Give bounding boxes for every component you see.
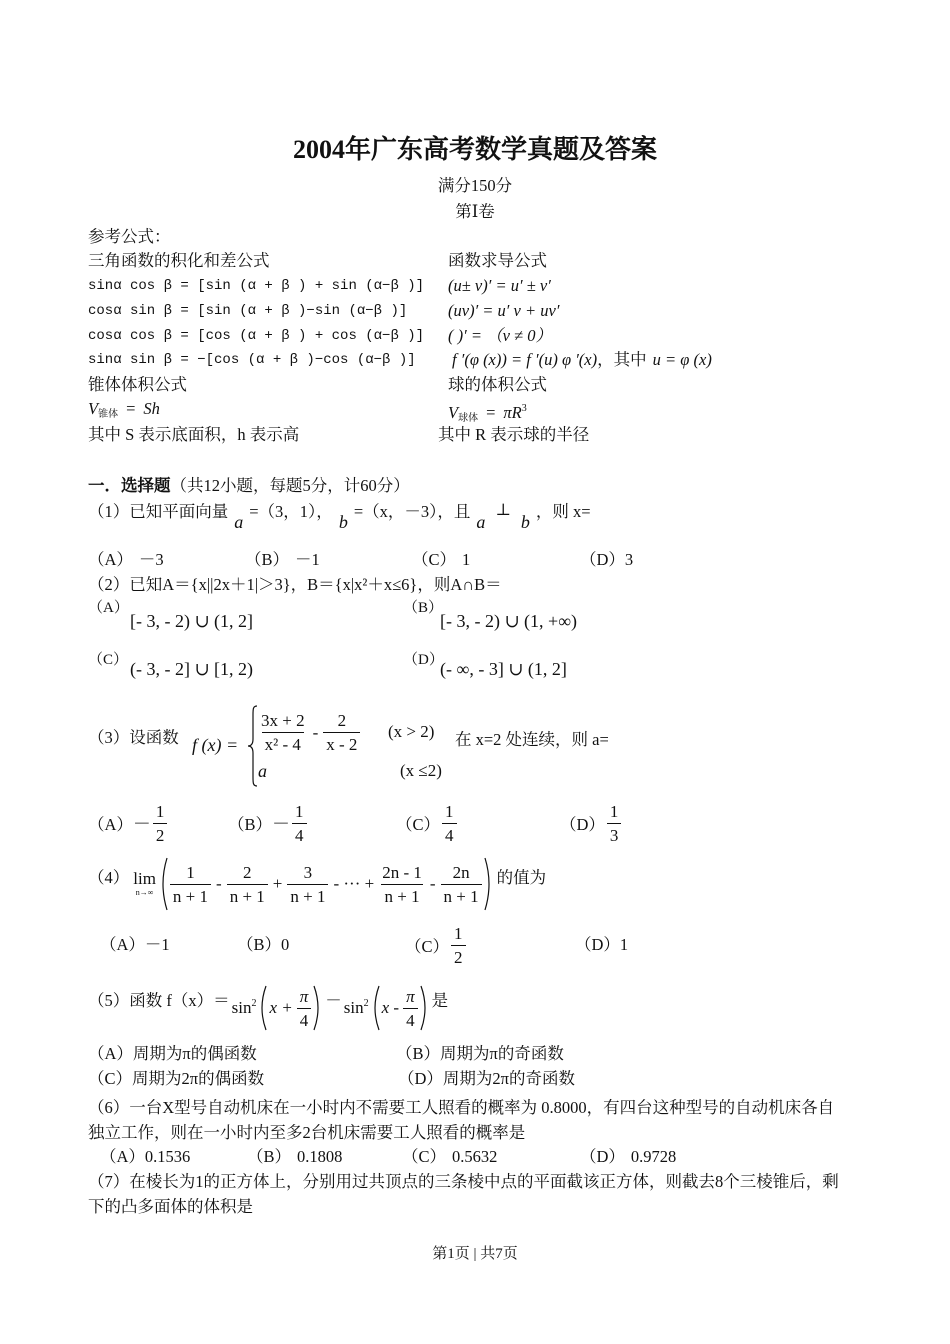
denominator: 3 [607,823,622,847]
q3-condition-1: (x > 2) [388,722,435,741]
trig-formula-2: cosα sin β = [sin (α + β )−sin (α−β )] [88,303,408,319]
q3-condition-2: (x ≤2) [400,761,442,780]
deriv-formula-2: (uv)′ = u′ v + uv′ [448,301,560,320]
trig-heading: 三角函数的积化和差公式 [88,251,270,270]
numerator: 1 [454,923,463,943]
fraction [442,800,457,847]
numerator: 1 [609,801,619,821]
numerator: 1 [445,801,454,821]
square-exponent: 2 [251,998,257,1009]
numerator: π [406,986,415,1006]
option-value: 0.5632 [452,1147,498,1166]
denominator: x - 2 [323,732,360,756]
cone-expression: Sh [143,399,160,418]
q1-text: ，则 x= [535,502,591,521]
q5-option-a: （A）周期为π的偶函数 [88,1044,257,1063]
option-value: －1 [144,935,170,954]
denominator: n + 1 [381,884,422,908]
q2-option-a-label: （A） [88,600,129,616]
chain-rule: f ′(φ (x)) = f ′(u) φ ′(x) [452,350,598,369]
fraction [607,800,622,847]
q5-option-b: （B）周期为π的奇函数 [396,1044,564,1063]
cone-note: 其中 S 表示底面积，h 表示高 [88,425,300,444]
denominator: 4 [297,1008,312,1032]
q3-option-b [228,800,309,846]
minus-sign: － [132,814,151,834]
deriv-formula-1: (u± v)′ = u′ ± v′ [448,276,551,295]
right-paren [420,985,429,1031]
denominator: n + 1 [170,884,211,908]
option-label: （D） [580,1147,625,1166]
option-label: （C） [402,1147,447,1166]
numerator: 2 [242,862,252,882]
fraction [287,861,328,908]
trig-formula-3: cosα cos β = [cos (α + β ) + cos (α−β )] [88,328,425,344]
cone-formula [88,399,160,425]
fraction [170,861,211,908]
q1-option-a [88,550,164,570]
option-label: （C） [412,550,457,569]
operator: - [216,874,222,893]
volume-symbol: V [448,403,459,422]
q5-option-d: （D）周期为2π的奇函数 [398,1069,575,1088]
sphere-expression: πR [503,403,522,422]
fraction [258,709,308,756]
volume-symbol: V [88,399,99,418]
cone-heading: 锥体体积公式 [88,375,187,394]
q3-suffix: 在 x=2 处连续，则 a= [455,730,609,749]
option-value: －3 [138,550,164,569]
q2-stem: （2）已知A＝{x||2x＋1|＞3}，B＝{x|x²＋x≤6}，则A∩B＝ [88,575,502,594]
q3-option-c [396,800,459,846]
denominator: 2 [153,823,168,847]
numerator: 2 [337,711,347,730]
perpendicular-symbol: ⊥ [495,500,511,519]
option-label: （B） [245,550,290,569]
q1-text: （1）已知平面向量 [88,502,229,521]
option-label: （A） [88,550,133,569]
q4-option-d [575,935,628,955]
left-paren [258,985,267,1031]
fraction [441,861,482,908]
operator: - [312,722,319,742]
option-value: －1 [295,550,320,569]
fraction [379,861,425,908]
q2-option-d-label: （D） [403,652,444,668]
option-label: （C） [405,937,450,956]
fraction [297,985,312,1032]
argument-variable: x - [381,998,400,1017]
q2-option-c-label: （C） [88,652,129,668]
lim-subscript: n→∞ [135,888,154,897]
right-paren [313,985,322,1031]
option-label: （A） [88,815,133,834]
q6-option-c [402,1147,497,1167]
reference-label: 参考公式： [88,227,171,246]
fraction [403,985,418,1032]
option-label: （D） [575,935,620,954]
denominator: n + 1 [441,884,482,908]
denominator: x² - 4 [262,732,304,756]
option-label: （B） [228,815,273,834]
sin-function: sin [343,998,364,1017]
q4-option-a [100,935,170,955]
numerator: π [299,986,309,1006]
sin-squared [232,998,257,1018]
section-title: 一．选择题 [88,476,171,495]
operator: - ··· + [333,874,375,893]
q6-option-d [580,1147,676,1167]
sphere-note: 其中 R 表示球的半径 [438,425,590,444]
left-paren [371,985,380,1031]
sphere-heading: 球的体积公式 [448,375,547,394]
q3-case-2-value: a [258,761,267,781]
page-title: 2004年广东高考数学真题及答案 [292,135,657,164]
option-label: （D） [580,550,625,569]
sin-squared [344,998,369,1018]
deriv-formula-4 [452,350,712,370]
section-heading [88,476,410,496]
volume-subscript: 锥体 [98,409,119,420]
option-value: 0.1536 [144,1147,191,1166]
q6-stem-line-2: 独立工作，则在一小时内至多2台机床需要工人照看的概率是 [88,1123,526,1142]
option-value: 1 [462,550,471,569]
option-value: 0 [281,935,290,954]
q3-option-d [560,800,623,846]
q7-stem-line-2: 下的凸多面体的体积是 [88,1197,253,1216]
numerator: 1 [186,862,195,882]
lim-operator: lim [133,869,156,888]
q5-option-c: （C）周期为2π的偶函数 [88,1069,265,1088]
vector-a: a [476,512,486,532]
option-label: （D） [560,815,605,834]
q2-option-c-value: (- 3, - 2] ∪ [1, 2) [130,659,254,679]
option-value: 0.1808 [297,1147,343,1166]
q2-option-d-value: (- ∞, - 3] ∪ (1, 2] [440,659,567,679]
numerator: 1 [155,801,165,821]
volume-label: 第Ⅰ卷 [455,202,495,221]
q7-stem-line-1: （7）在棱长为1的正方体上，分别用过共顶点的三条棱中点的平面截该正方体，则截去8个三棱锥后，剩 [88,1172,839,1191]
denominator: 2 [451,945,466,969]
fraction [227,861,268,908]
volume-subscript: 球体 [458,413,479,424]
q1-text: =（3，1）， [249,502,333,521]
equals-sign: = [486,403,496,422]
argument-variable: x + [269,998,293,1017]
deriv-formula-3: ( )′ = （v ≠ 0） [448,326,552,345]
q1-stem [88,500,591,532]
square-exponent: 2 [363,998,369,1009]
chain-note: ，其中 [597,350,647,369]
fraction [292,800,307,847]
right-paren [484,857,493,911]
q1-option-d [580,550,633,570]
chain-substitution: u = φ (x) [652,350,712,369]
operator: - [429,874,436,893]
fraction [153,800,168,847]
equals-sign: = [126,399,136,418]
minus-sign: － [272,814,291,834]
option-label: （C） [396,815,441,834]
trig-formula-4: sinα sin β = −[cos (α + β )−cos (α−β )] [88,352,416,368]
q1-option-c [412,550,470,570]
denominator: 4 [442,823,457,847]
denominator: 4 [292,823,307,847]
numerator: 2n [452,862,470,882]
q1-text: =（x，－3），且 [353,502,471,521]
numerator: 3 [303,862,313,882]
q5-stem [88,982,448,1034]
option-value: 1 [619,935,629,954]
q4-suffix: 的值为 [496,868,547,887]
q3-case-1 [256,709,362,756]
q4-option-c [405,922,468,968]
numerator: 3x + 2 [261,711,305,730]
numerator: 2n - 1 [382,862,422,882]
q2-option-b-value: [- 3, - 2) ∪ (1, +∞) [440,611,578,631]
q4-stem [88,854,546,914]
vector-b: b [338,512,348,532]
fraction [451,922,466,969]
vector-b: b [520,512,530,532]
q4-option-b [237,935,289,955]
option-label: （B） [247,1147,292,1166]
option-label: （B） [237,935,282,954]
q5-label: （5）函数 f（x）＝ [88,991,230,1010]
q6-stem-line-1: （6）一台X型号自动机床在一小时内不需要工人照看的概率为 0.8000，有四台这种型号的自动机床各自 [88,1098,835,1117]
cube-exponent: 3 [521,403,527,414]
denominator: n + 1 [287,884,328,908]
vector-a: a [234,512,244,532]
q6-option-b [247,1147,342,1167]
option-value: 3 [624,550,634,569]
q5-suffix: 是 [431,991,449,1010]
fraction [323,709,360,756]
operator: + [272,874,283,893]
minus-sign: － [325,991,342,1010]
q3-option-a [88,800,169,846]
denominator: n + 1 [227,884,268,908]
page-footer: 第1页 | 共7页 [432,1246,518,1262]
denominator: 4 [403,1008,418,1032]
option-label: （A） [100,1147,145,1166]
numerator: 1 [295,801,304,821]
q2-option-a-value: [- 3, - 2) ∪ (1, 2] [130,611,254,631]
trig-formula-1: sinα cos β = [sin (α + β ) + sin (α−β )] [88,278,425,294]
q3-label: （3）设函数 [88,728,179,747]
section-note: （共12小题，每题5分，计60分） [170,476,410,495]
left-paren [159,857,168,911]
q4-label: （4） [88,868,130,887]
deriv-heading: 函数求导公式 [448,251,547,270]
option-label: （A） [100,935,145,954]
q1-option-b [245,550,320,570]
sin-function: sin [231,998,252,1017]
q6-option-a [100,1147,190,1167]
q3-function-name: f (x) = [192,735,239,755]
full-score: 满分150分 [437,176,513,195]
option-value: 0.9728 [630,1147,677,1166]
limit [133,870,156,898]
q2-option-b-label: （B） [403,600,444,616]
